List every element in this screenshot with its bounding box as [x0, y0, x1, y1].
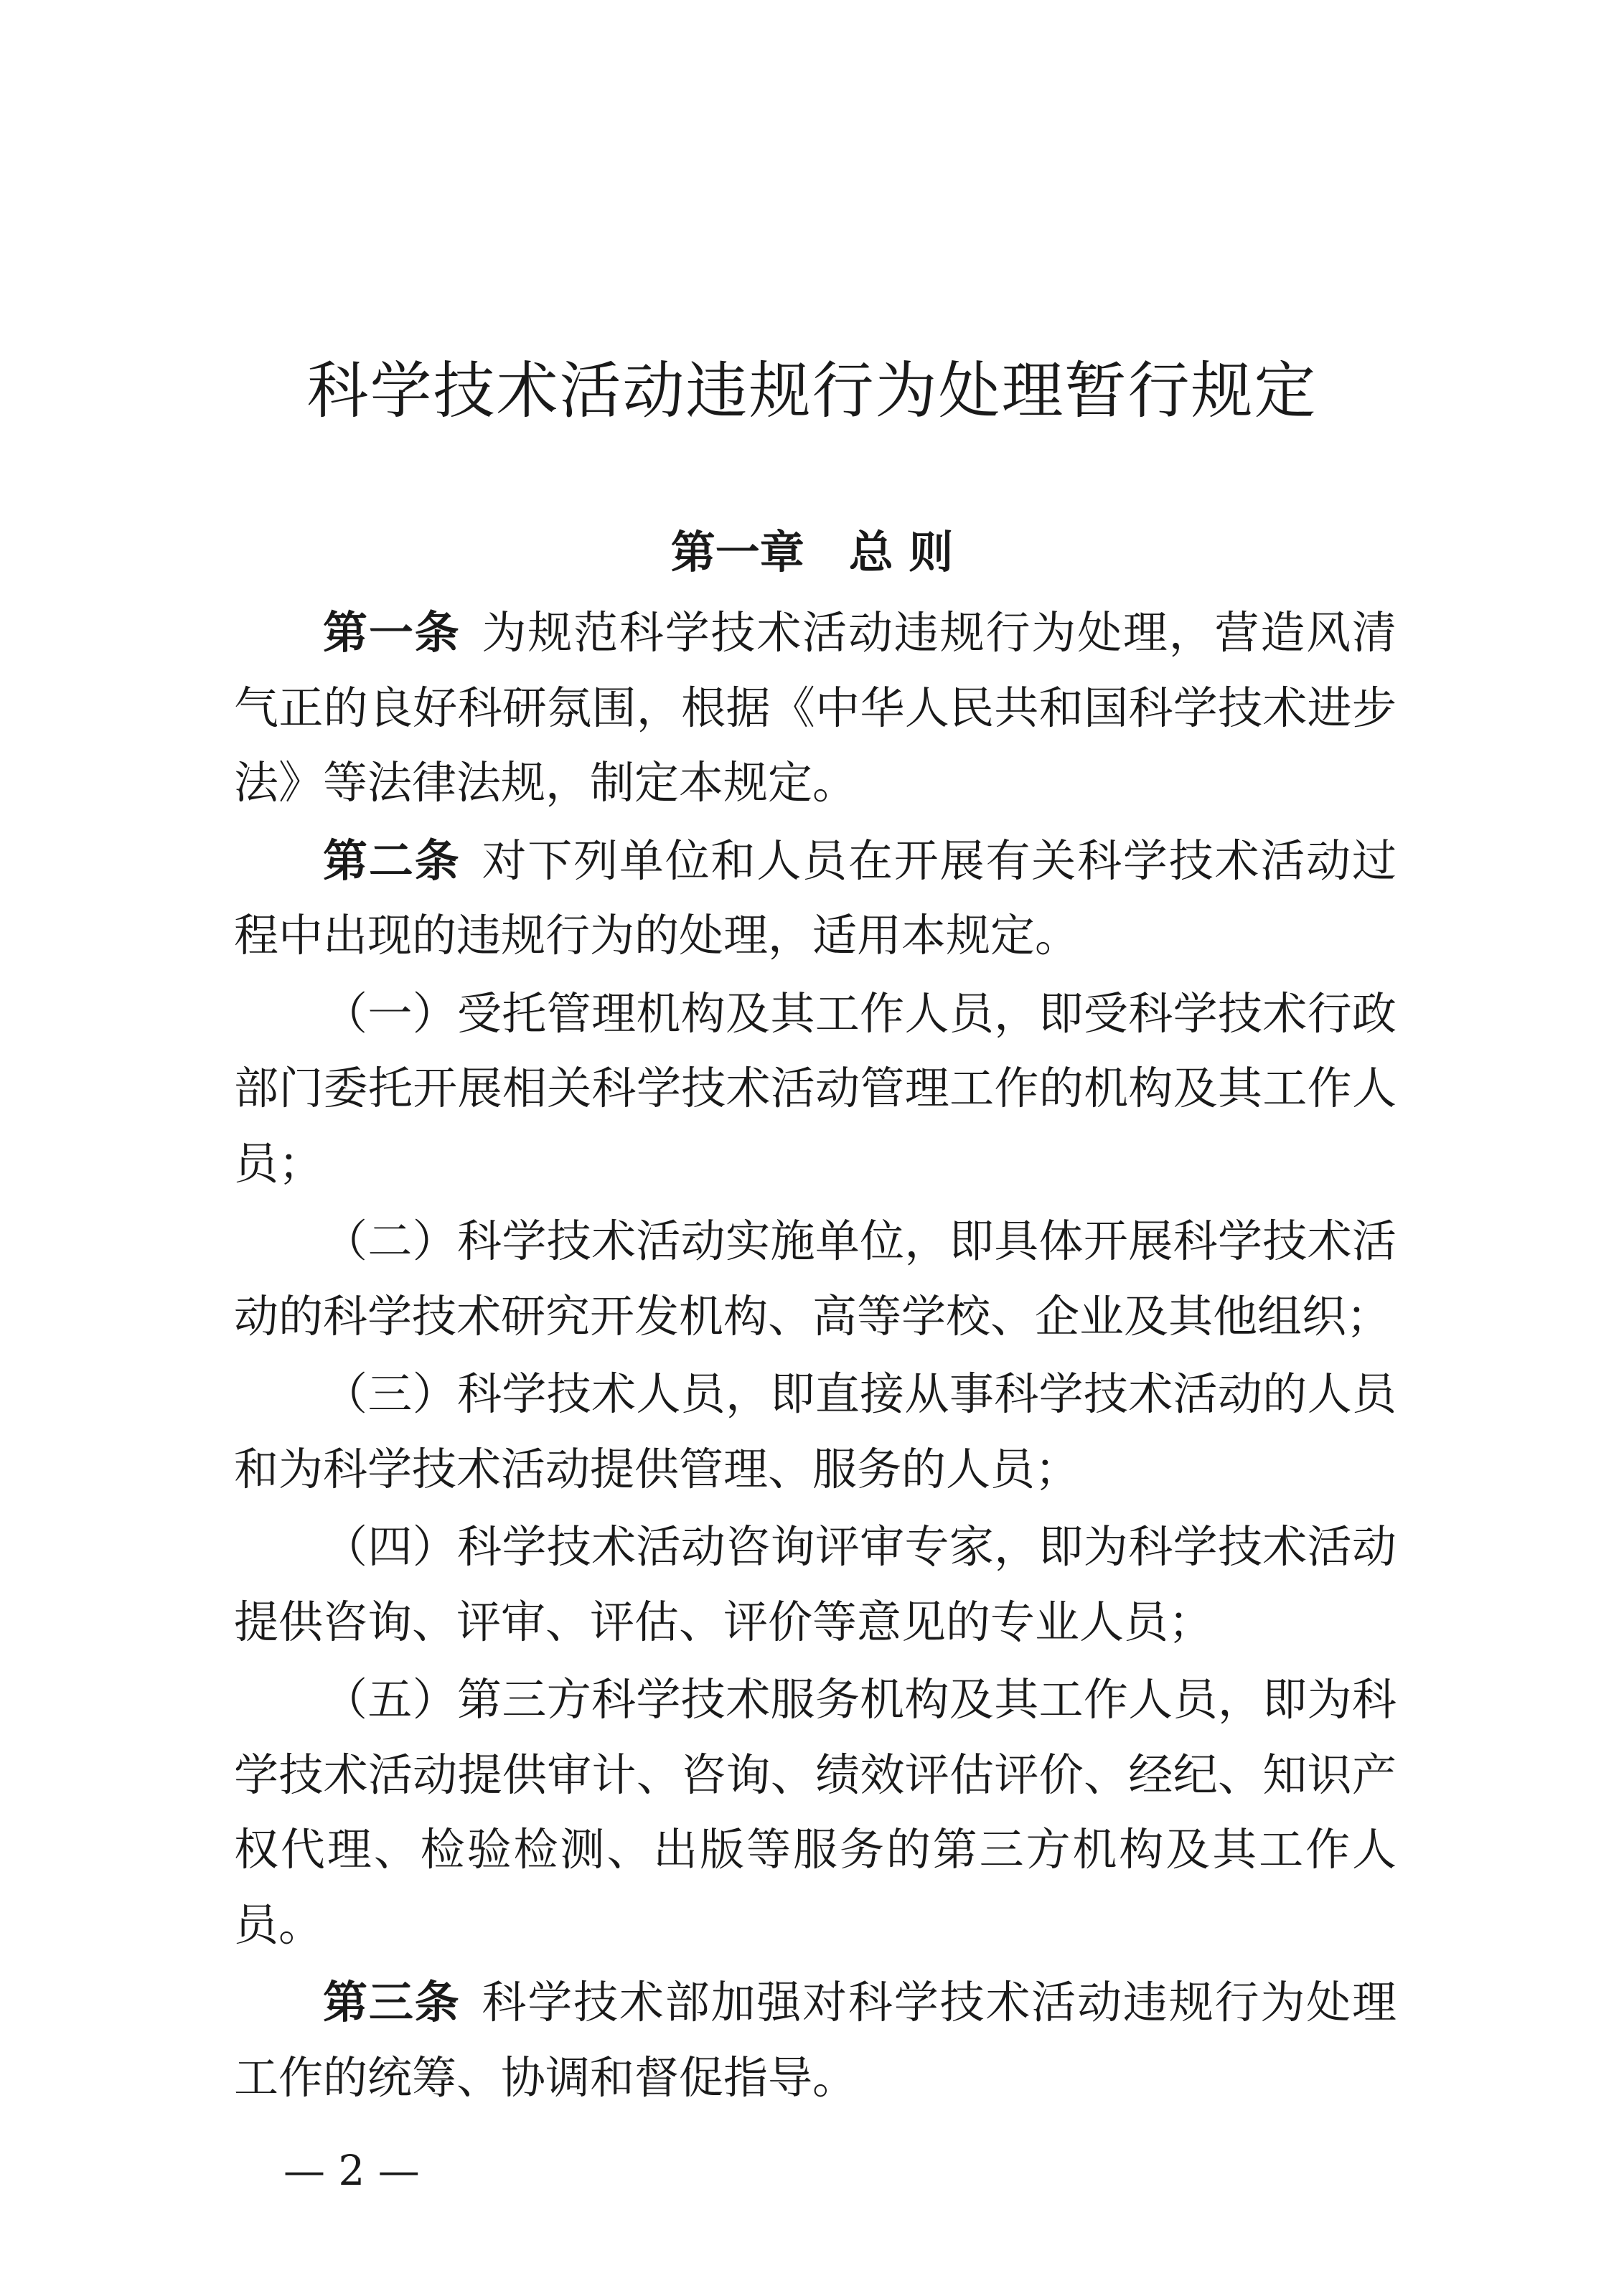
- paragraph-text: （四）科学技术活动咨询评审专家，即为科学技术活动提供咨询、评审、评估、评价等意见的专业人员；: [234, 1520, 1397, 1648]
- page-number: — 2 —: [283, 2146, 420, 2195]
- document-body: [234, 596, 1397, 2118]
- list-item: [234, 1662, 1397, 1962]
- document-title: 科学技术活动违规行为处理暂行规定: [306, 355, 1318, 427]
- article-paragraph: [234, 596, 1397, 821]
- paragraph-text: （二）科学技术活动实施单位，即具体开展科学技术活动的科学技术研究开发机构、高等学校、企业及其他组织；: [234, 1215, 1397, 1342]
- article-number: 第二条: [323, 834, 461, 887]
- list-item: [234, 977, 1397, 1202]
- list-item: [234, 1357, 1397, 1507]
- list-item: [234, 1510, 1397, 1660]
- article-paragraph: [234, 824, 1397, 974]
- paragraph-text: 科学技术部加强对科学技术活动违规行为处理工作的统筹、协调和督促指导。: [234, 1976, 1397, 2104]
- list-item: [234, 1204, 1397, 1354]
- article-number: 第三条: [323, 1976, 461, 2028]
- paragraph-text: 对下列单位和人员在开展有关科学技术活动过程中出现的违规行为的处理，适用本规定。: [234, 834, 1397, 961]
- article-number: 第一条: [323, 606, 461, 659]
- article-paragraph: [234, 1965, 1397, 2115]
- paragraph-text: （一）受托管理机构及其工作人员，即受科学技术行政部门委托开展相关科学技术活动管理工作的机构及其工作人员；: [234, 987, 1397, 1190]
- paragraph-text: （三）科学技术人员，即直接从事科学技术活动的人员和为科学技术活动提供管理、服务的人员；: [234, 1368, 1397, 1495]
- chapter-heading: 第一章 总 则: [670, 526, 954, 578]
- paragraph-text: （五）第三方科学技术服务机构及其工作人员，即为科学技术活动提供审计、咨询、绩效评估评价、经纪、知识产权代理、检验检测、出版等服务的第三方机构及其工作人员。: [234, 1673, 1397, 1951]
- paragraph-text: 为规范科学技术活动违规行为处理，营造风清气正的良好科研氛围，根据《中华人民共和国科学技术进步法》等法律法规，制定本规定。: [234, 606, 1397, 809]
